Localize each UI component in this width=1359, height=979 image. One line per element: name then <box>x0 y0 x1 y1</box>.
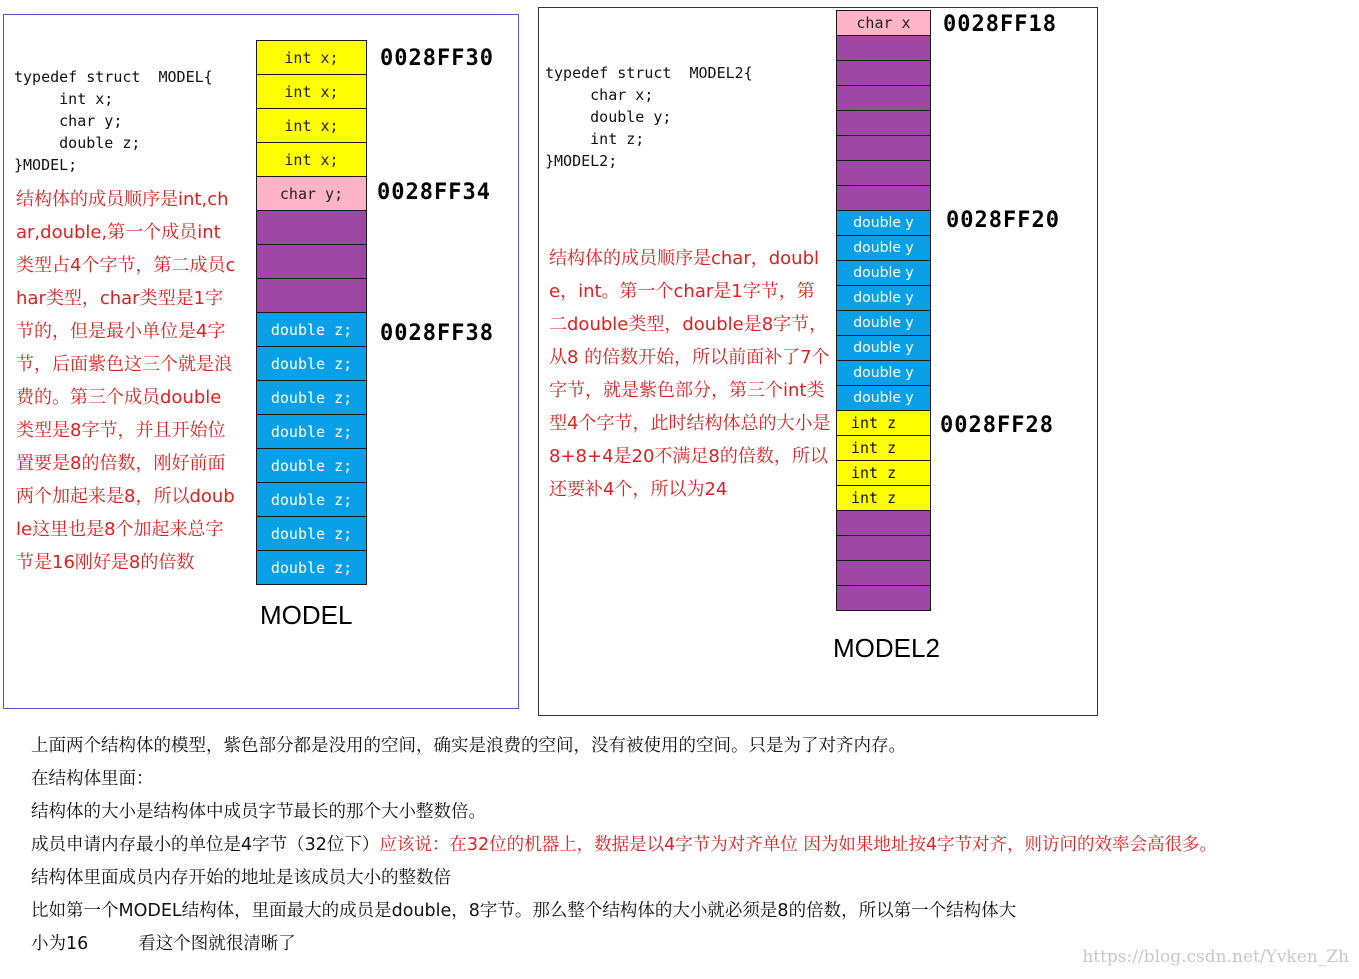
summary-text <box>31 730 1331 961</box>
model-byte-cell: char y; <box>256 176 367 211</box>
model2-byte-cell <box>836 35 931 61</box>
model2-byte-cell <box>836 510 931 536</box>
summary-line: 结构体里面成员内存开始的地址是该成员大小的整数倍 <box>31 868 451 888</box>
model2-byte-cell: double y <box>836 360 931 386</box>
model2-byte-cell: double y <box>836 335 931 361</box>
model2-byte-cell <box>836 135 931 161</box>
model2-byte-cell: int z <box>836 485 931 511</box>
model2-memory-column <box>836 10 931 611</box>
model-address-label: 0028FF30 <box>380 46 494 71</box>
summary-line-black: 成员申请内存最小的单位是4字节（32位下） <box>31 835 380 855</box>
model2-byte-cell <box>836 585 931 611</box>
model-byte-cell: double z; <box>256 550 367 585</box>
model2-byte-cell: double y <box>836 210 931 236</box>
watermark: https://blog.csdn.net/Yvken_Zh <box>1082 947 1349 967</box>
model2-caption: MODEL2 <box>833 633 940 663</box>
model2-address-label: 0028FF28 <box>940 413 1054 438</box>
model2-byte-cell <box>836 560 931 586</box>
model-byte-cell: double z; <box>256 380 367 415</box>
summary-line-red: 应该说：在32位的机器上，数据是以4字节为对齐单位 因为如果地址按4字节对齐，则访问的效率会高很多。 <box>379 835 1218 855</box>
model2-byte-cell: double y <box>836 260 931 286</box>
summary-line: 比如第一个MODEL结构体，里面最大的成员是double，8字节。那么整个结构体的大小就必须是8的倍数，所以第一个结构体大 <box>31 901 1017 921</box>
model2-byte-cell: double y <box>836 310 931 336</box>
model2-byte-cell <box>836 60 931 86</box>
model2-byte-cell: int z <box>836 435 931 461</box>
summary-line: 结构体的大小是结构体中成员字节最长的那个大小整数倍。 <box>31 802 486 822</box>
model-byte-cell: double z; <box>256 482 367 517</box>
model2-byte-cell: double y <box>836 385 931 411</box>
model-byte-cell <box>256 210 367 245</box>
model-explanation-note: 结构体的成员顺序是int,char,double,第一个成员int类型占4个字节，第二成员char类型，char类型是1字节的，但是最小单位是4字节，后面紫色这三个就是浪费的。第三个成员double类型是8字节，并且开始位置要是8的倍数，刚好前面两个加起来是8，所以double这里也是8个加起来总字节是16刚好是8的倍数 <box>16 189 236 573</box>
model2-byte-cell <box>836 535 931 561</box>
model-address-label: 0028FF34 <box>377 180 491 205</box>
summary-line: 上面两个结构体的模型，紫色部分都是没用的空间，确实是浪费的空间，没有被使用的空间。只是为了对齐内存。 <box>31 736 906 756</box>
model-memory-column <box>256 40 367 585</box>
model-byte-cell: int x; <box>256 40 367 75</box>
model-byte-cell: double z; <box>256 312 367 347</box>
summary-line <box>31 829 1331 862</box>
summary-line-part: 看这个图就很清晰了 <box>138 934 296 954</box>
model2-struct-code: typedef struct MODEL2{ char x; double y; int z; }MODEL2; <box>545 64 753 170</box>
model2-byte-cell <box>836 85 931 111</box>
model2-byte-cell: int z <box>836 410 931 436</box>
model2-address-label: 0028FF18 <box>943 12 1057 37</box>
model-byte-cell: double z; <box>256 516 367 551</box>
model-byte-cell: int x; <box>256 108 367 143</box>
model2-byte-cell: double y <box>836 285 931 311</box>
model-struct-code: typedef struct MODEL{ int x; char y; double z; }MODEL; <box>14 68 213 174</box>
model-address-label: 0028FF38 <box>380 321 494 346</box>
model-byte-cell: double z; <box>256 414 367 449</box>
model-byte-cell: double z; <box>256 448 367 483</box>
model-byte-cell <box>256 278 367 313</box>
model2-byte-cell: char x <box>836 10 931 36</box>
model-caption: MODEL <box>260 600 353 630</box>
model2-byte-cell: double y <box>836 235 931 261</box>
model2-byte-cell <box>836 110 931 136</box>
model2-byte-cell <box>836 185 931 211</box>
model-byte-cell <box>256 244 367 279</box>
summary-line: 在结构体里面： <box>31 769 154 789</box>
model2-address-label: 0028FF20 <box>946 208 1060 233</box>
summary-line-part: 小为16 <box>31 934 89 954</box>
model2-byte-cell <box>836 160 931 186</box>
model2-explanation-note: 结构体的成员顺序是char，double，int。第一个char是1字节，第二double类型，double是8字节，从8 的倍数开始，所以前面补了7个字节，就是紫色部分，第三个int类型4个字节，此时结构体总的大小是8+8+4是20不满足8的倍数，所以还要补4个，所以为24 <box>549 248 831 500</box>
model-byte-cell: double z; <box>256 346 367 381</box>
model2-byte-cell: int z <box>836 460 931 486</box>
model-byte-cell: int x; <box>256 74 367 109</box>
model-byte-cell: int x; <box>256 142 367 177</box>
